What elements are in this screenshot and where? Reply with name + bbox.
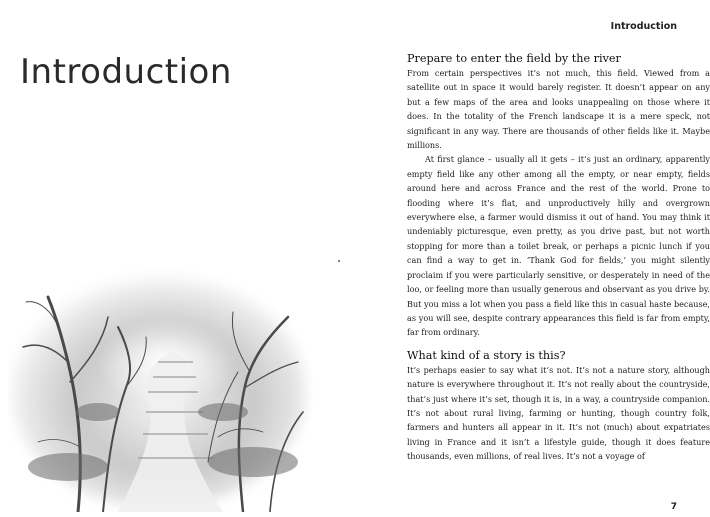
right-page bbox=[355, 0, 710, 517]
page-number: 7 bbox=[670, 502, 677, 512]
running-head: Introduction bbox=[610, 21, 677, 32]
river-woodland-illustration bbox=[8, 262, 313, 512]
paragraph: It’s perhaps easier to say what it’s not. It’s not a nature story, although nature is everywhere throughout it. It’s not really about the countryside, that’s just where it’s set, though it is, in a way, a countryside companion. It’s not about rural living, farming or hunting, though country folk, farmers and hunters all appear in it. It’s not (much) about expatriates living in France and it isn’t a lifestyle guide, though it does feature thousands, even millions, of real lives. It’s not a voyage of bbox=[407, 364, 710, 462]
paragraph: At first glance – usually all it gets – it’s just an ordinary, apparently empty field like any other among all the empty, or near empty, fields around here and across France and the rest of the world. Prone to flooding where it’s flat, and unproductively hilly and overgrown everywhere else, a farmer would dismiss it out of hand. You may think it undeniably picturesque, even pretty, as you drive past, but not worth stopping for more than a toilet break, or perhaps a picnic lunch if you can find a way to get in. ‘Thank God for fields,’ you might silently proclaim if you were particularly sensitive, or desperately in need of the loo, or feeling more than usually generous and observant as you drive by. But you miss a lot when you pass a field like this in casual haste because, as you will see, despite contrary appearances this field is far from empty, far from ordinary. bbox=[407, 154, 710, 338]
chapter-title: Introduction bbox=[20, 52, 232, 92]
paragraph: From certain perspectives it’s not much, this field. Viewed from a satellite out in space it would barely register. It doesn’t appear on any but a few maps of the area and looks unappealing on those where it does. In the totality of the French landscape it is a mere speck, not significant in any way. There are thousands of other fields like it. Maybe millions. bbox=[407, 68, 710, 151]
stray-mark bbox=[338, 260, 340, 262]
section-heading: What kind of a story is this? bbox=[407, 348, 566, 362]
section-heading: Prepare to enter the field by the river bbox=[407, 52, 621, 65]
body-text bbox=[407, 52, 710, 464]
